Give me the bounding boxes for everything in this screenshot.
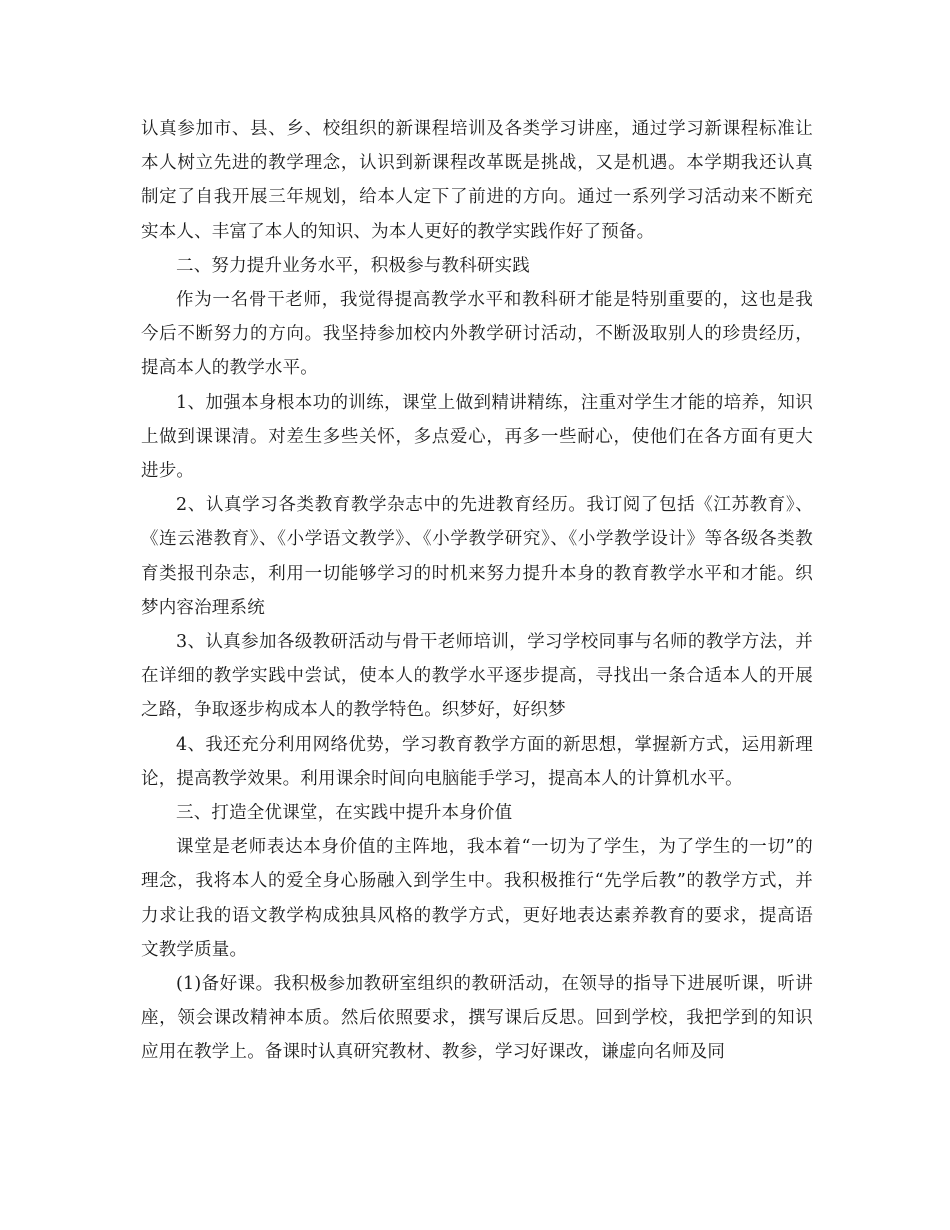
paragraph-item-2: 2、认真学习各类教育教学杂志中的先进教育经历。我订阅了包括《江苏教育》、《连云港教育》、《小学语文教学》、《小学教学研究》、《小学教学设计》等各级各类教育类报刊杂志，利用一切能够学习的时机来努力提升本身的教育教学水平和才能。织梦内容治理系统 [141, 495, 813, 618]
paragraph-classroom: 课堂是老师表达本身价值的主阵地，我本着“一切为了学生，为了学生的一切”的理念，我将本人的爱全身心肠融入到学生中。我积极推行“先学后教”的教学方式，并力求让我的语文教学构成独具风格的教学方式，更好地表达素养教育的要求，提高语文教学质量。 [141, 837, 813, 960]
paragraph-item-3: 3、认真参加各级教研活动与骨干老师培训，学习学校同事与名师的教学方法，并在详细的教学实践中尝试，使本人的教学水平逐步提高，寻找出一条合适本人的开展之路，争取逐步构成本人的教学特色。织梦好，好织梦 [141, 632, 813, 721]
paragraph-item-1: 1、加强本身根本功的训练，课堂上做到精讲精练，注重对学生才能的培养，知识上做到课课清。对差生多些关怀，多点爱心，再多一些耐心，使他们在各方面有更大进步。 [141, 392, 813, 482]
document-body [141, 112, 813, 1070]
paragraph-intro: 认真参加市、县、乡、校组织的新课程培训及各类学习讲座，通过学习新课程标准让本人树立先进的教学理念，认识到新课程改革既是挑战，又是机遇。本学期我还认真制定了自我开展三年规划，给本人定下了前进的方向。通过一系列学习活动来不断充实本人、丰富了本人的知识、为本人更好的教学实践作好了预备。 [141, 119, 813, 242]
section-heading-3: 三、打造全优课堂，在实践中提升本身价值 [176, 803, 513, 824]
paragraph-item-4: 4、我还充分利用网络优势，学习教育教学方面的新思想，掌握新方式，运用新理论，提高教学效果。利用课余时间向电脑能手学习，提高本人的计算机水平。 [141, 734, 813, 789]
paragraph-backbone-teacher: 作为一名骨干老师，我觉得提高教学水平和教科研才能是特别重要的，这也是我今后不断努力的方向。我坚持参加校内外教学研讨活动，不断汲取别人的珍贵经历，提高本人的教学水平。 [141, 290, 813, 379]
paragraph-lesson-prep: (1)备好课。我积极参加教研室组织的教研活动，在领导的指导下进展听课，听讲座，领会课改精神本质。然后依照要求，撰写课后反思。回到学校，我把学到的知识应用在教学上。备课时认真研究教材、教参，学习好课改，谦虚向名师及同 [141, 974, 813, 1063]
section-heading-2: 二、努力提升业务水平，积极参与教科研实践 [176, 255, 530, 276]
